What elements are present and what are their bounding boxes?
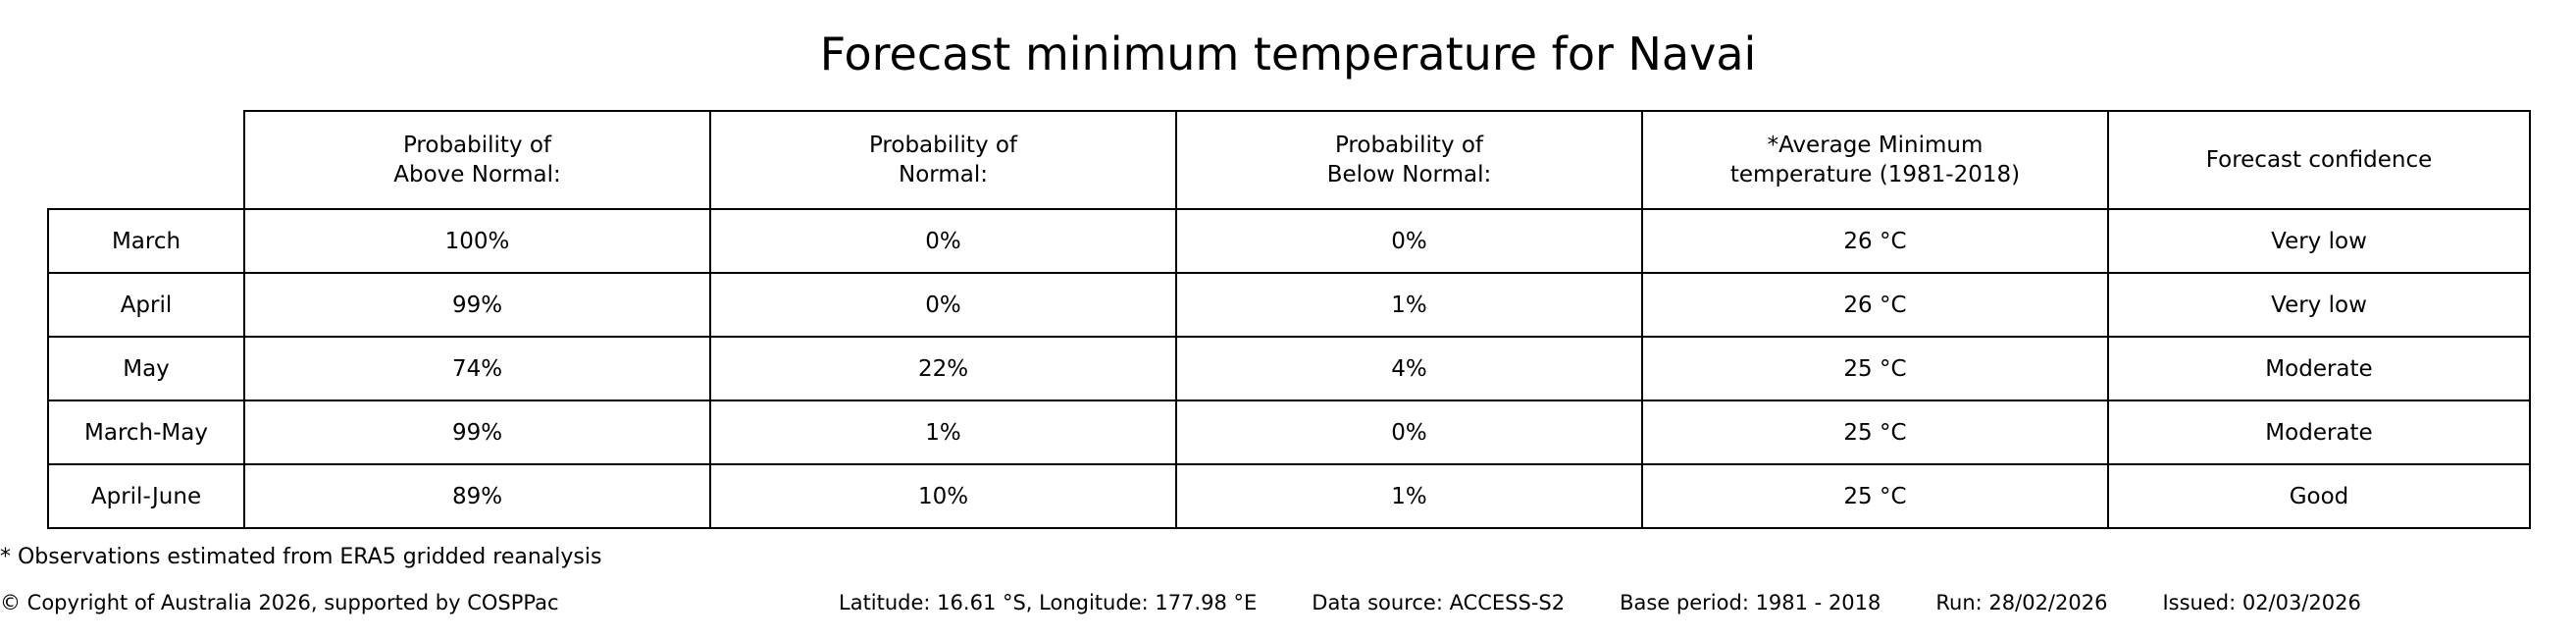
base-period-text: Base period: 1981 - 2018 [1620,591,1881,614]
table-header-average-min-temp [1642,111,2108,209]
cell-below-normal: 0% [1176,209,1642,273]
header-line-1: Probability of [402,133,552,158]
cell-forecast-confidence: Moderate [2108,400,2530,464]
cell-above-normal: 100% [244,209,710,273]
table-header-normal [710,111,1176,209]
forecast-table-container [47,110,2529,529]
footer-bar [0,591,2576,630]
cell-forecast-confidence: Very low [2108,273,2530,337]
table-row [48,400,2530,464]
cell-average-min-temp: 25 °C [1642,337,2108,400]
page-title: Forecast minimum temperature for Navai [819,27,1757,80]
header-line-1: *Average Minimum [1767,133,1984,158]
copyright-text: © Copyright of Australia 2026, supported by COSPPac [0,591,559,614]
forecast-table [47,110,2531,529]
run-date-text: Run: 28/02/2026 [1935,591,2108,614]
row-label-period: April [48,273,244,337]
cell-above-normal: 74% [244,337,710,400]
table-row [48,464,2530,528]
header-line-1: Probability of [868,133,1018,158]
header-line-2: Above Normal: [393,162,561,187]
issued-date-text: Issued: 02/03/2026 [2162,591,2361,614]
table-header-below-normal [1176,111,1642,209]
cell-normal: 10% [710,464,1176,528]
header-line-1: Probability of [1334,133,1484,158]
cell-below-normal: 4% [1176,337,1642,400]
coordinates-text: Latitude: 16.61 °S, Longitude: 177.98 °E [839,591,1258,614]
cell-normal: 22% [710,337,1176,400]
cell-normal: 0% [710,209,1176,273]
table-row [48,273,2530,337]
footnote: * Observations estimated from ERA5 gridded reanalysis [0,545,602,569]
table-header-corner [48,111,244,209]
cell-average-min-temp: 26 °C [1642,273,2108,337]
cell-average-min-temp: 25 °C [1642,464,2108,528]
cell-below-normal: 1% [1176,273,1642,337]
header-line-1: Forecast confidence [2205,147,2433,173]
cell-normal: 1% [710,400,1176,464]
cell-above-normal: 89% [244,464,710,528]
cell-average-min-temp: 25 °C [1642,400,2108,464]
table-header-row [48,111,2530,209]
row-label-period: March-May [48,400,244,464]
cell-average-min-temp: 26 °C [1642,209,2108,273]
cell-forecast-confidence: Moderate [2108,337,2530,400]
cell-below-normal: 0% [1176,400,1642,464]
cell-forecast-confidence: Good [2108,464,2530,528]
header-line-2: Below Normal: [1326,162,1492,187]
header-line-2: Normal: [899,162,988,187]
cell-forecast-confidence: Very low [2108,209,2530,273]
footer-meta [839,591,2565,614]
cell-normal: 0% [710,273,1176,337]
row-label-period: April-June [48,464,244,528]
table-row [48,337,2530,400]
row-label-period: May [48,337,244,400]
data-source-text: Data source: ACCESS-S2 [1312,591,1566,614]
header-line-2: temperature (1981-2018) [1729,162,2021,187]
table-row [48,209,2530,273]
table-header-above-normal [244,111,710,209]
cell-above-normal: 99% [244,273,710,337]
cell-above-normal: 99% [244,400,710,464]
row-label-period: March [48,209,244,273]
table-header-forecast-confidence [2108,111,2530,209]
cell-below-normal: 1% [1176,464,1642,528]
